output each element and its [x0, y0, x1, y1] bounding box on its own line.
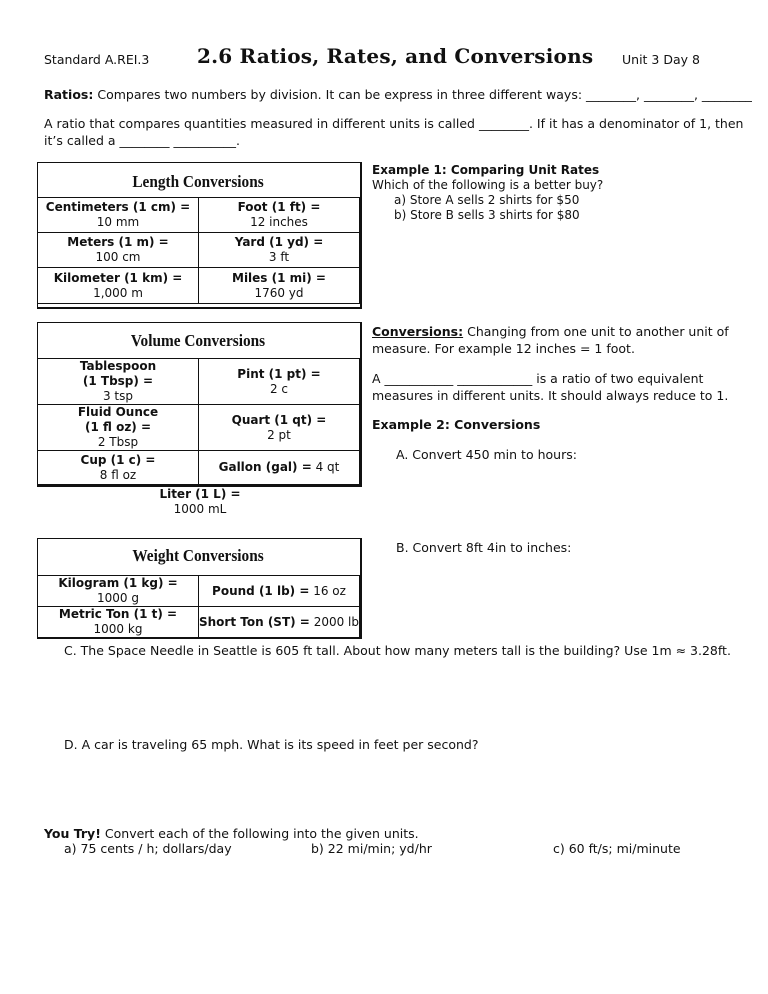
table-row — [38, 405, 360, 451]
volume-liter-value: 1000 mL — [173, 502, 227, 516]
conversion-factor-line-1: A ___________ ____________ is a ratio of two equivalent — [372, 371, 704, 386]
weight-lb-value: 16 oz — [313, 583, 346, 598]
ratios-text: Compares two numbers by division. It can be express in three different ways: ________, ________, ________ — [97, 87, 752, 102]
example2-heading: Example 2: Conversions — [372, 417, 541, 432]
length-yd-value: 3 ft — [268, 250, 290, 264]
example1-heading: Example 1: Comparing Unit Rates — [372, 163, 600, 177]
length-conversions-table — [37, 197, 360, 304]
volume-quart-label: Quart (1 qt) = — [231, 412, 327, 427]
length-ft-label: Foot (1 ft) = — [237, 200, 321, 214]
length-ft-value: 12 inches — [250, 215, 308, 229]
length-cm-value: 10 mm — [96, 215, 140, 229]
standard-label: Standard A.REI.3 — [44, 52, 150, 67]
ratios-term: Ratios: — [44, 87, 94, 102]
volume-floz-label-1: Fluid Ounce — [77, 405, 159, 419]
you-try-c: c) 60 ft/s; mi/minute — [553, 841, 681, 856]
length-m-value: 100 cm — [95, 250, 141, 264]
conversions-definition — [372, 323, 729, 357]
volume-floz-value: 2 Tbsp — [97, 435, 139, 449]
example2-question-c: C. The Space Needle in Seattle is 605 ft tall. About how many meters tall is the building? Use 1m ≈ 3.28ft. — [64, 643, 731, 658]
length-conversions-title: Length Conversions — [132, 172, 264, 191]
volume-gallon-value: 4 qt — [315, 460, 340, 474]
weight-conversions-title: Weight Conversions — [132, 546, 264, 565]
length-mi-label: Miles (1 mi) = — [232, 270, 326, 285]
table-row — [38, 233, 360, 268]
table-row — [38, 451, 360, 485]
volume-liter-label: Liter (1 L) = — [159, 487, 241, 501]
weight-st-value: 2000 lb — [313, 614, 359, 629]
volume-conversions-table — [37, 358, 360, 485]
conversions-text-1: Changing from one unit to another unit of — [467, 324, 729, 339]
you-try-term: You Try! — [44, 826, 101, 841]
volume-gallon-label: Gallon (gal) = — [218, 460, 312, 474]
table-row — [38, 268, 360, 304]
ratios-definition — [44, 86, 752, 103]
volume-cup-value: 8 fl oz — [99, 467, 137, 482]
volume-cup-label: Cup (1 c) = — [80, 452, 156, 467]
weight-kg-value: 1000 g — [97, 591, 139, 605]
weight-conversions-table — [37, 575, 360, 638]
length-m-label: Meters (1 m) = — [67, 235, 169, 249]
example1 — [372, 163, 603, 223]
unit-label: Unit 3 Day 8 — [622, 52, 700, 67]
example1-option-a: a) Store A sells 2 shirts for $50 — [394, 193, 580, 207]
example1-option-b: b) Store B sells 3 shirts for $80 — [394, 208, 580, 222]
example2-question-a: A. Convert 450 min to hours: — [396, 447, 577, 462]
volume-pint-value: 2 c — [269, 381, 289, 396]
table-row — [38, 576, 360, 607]
conversion-factor-line-2: measures in different units. It should always reduce to 1. — [372, 388, 729, 403]
example1-question: Which of the following is a better buy? — [372, 178, 604, 192]
volume-tbsp-label-1: Tablespoon — [79, 359, 157, 373]
example2-question-d: D. A car is traveling 65 mph. What is its speed in feet per second? — [64, 737, 479, 752]
table-row — [38, 359, 360, 405]
you-try-b: b) 22 mi/min; yd/hr — [311, 841, 432, 856]
volume-liter — [120, 487, 280, 517]
rate-definition-line2: it’s called a ________ __________. — [44, 133, 240, 148]
weight-kg-label: Kilogram (1 kg) = — [58, 576, 178, 590]
length-km-label: Kilometer (1 km) = — [53, 270, 183, 285]
weight-lb-label: Pound (1 lb) = — [212, 583, 310, 598]
length-km-value: 1,000 m — [93, 285, 143, 300]
weight-mt-value: 1000 kg — [93, 622, 143, 636]
volume-floz-label-2: (1 fl oz) = — [84, 420, 152, 434]
rate-definition-line1: A ratio that compares quantities measured in different units is called ________. If it has a denominator of 1, then — [44, 116, 744, 131]
conversions-text-2: measure. For example 12 inches = 1 foot. — [372, 341, 635, 356]
volume-pint-label: Pint (1 pt) = — [237, 366, 321, 381]
you-try-text: Convert each of the following into the given units. — [104, 826, 419, 841]
volume-tbsp-label-2: (1 Tbsp) = — [82, 374, 154, 388]
volume-tbsp-value: 3 tsp — [102, 389, 134, 403]
table-row — [38, 607, 360, 638]
volume-conversions-title: Volume Conversions — [130, 331, 266, 350]
you-try-a: a) 75 cents / h; dollars/day — [64, 841, 232, 856]
page-title: 2.6 Ratios, Rates, and Conversions — [197, 44, 594, 68]
weight-mt-label: Metric Ton (1 t) = — [58, 607, 178, 621]
weight-st-label: Short Ton (ST) = — [199, 614, 310, 629]
length-mi-value: 1760 yd — [254, 285, 304, 300]
example2-question-b: B. Convert 8ft 4in to inches: — [396, 540, 572, 555]
you-try-section — [44, 826, 419, 841]
length-cm-label: Centimeters (1 cm) = — [45, 200, 191, 214]
conversions-term: Conversions: — [372, 324, 464, 339]
length-yd-label: Yard (1 yd) = — [234, 235, 324, 249]
table-row — [38, 198, 360, 233]
conversion-factor-definition — [372, 370, 728, 404]
volume-quart-value: 2 pt — [267, 427, 291, 442]
